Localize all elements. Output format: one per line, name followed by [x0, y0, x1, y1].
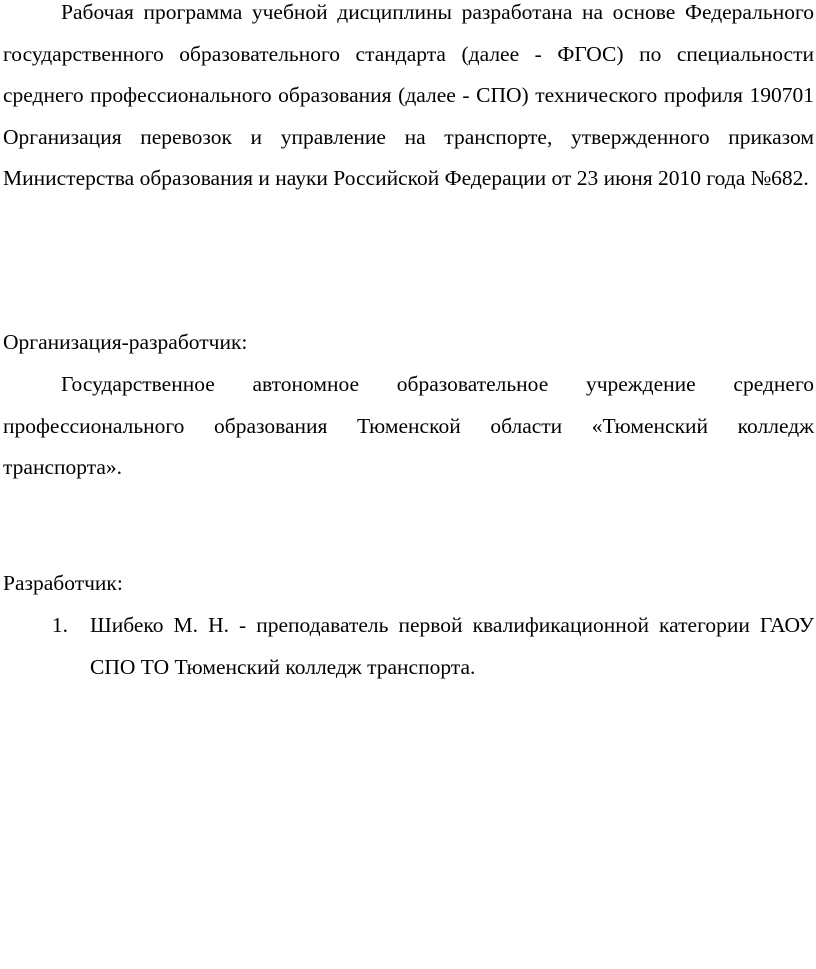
intro-paragraph: Рабочая программа учебной дисциплины разработана на основе Федерального государственного образовательного стандарта (далее - ФГОС) по специальности среднего профессионального образования (далее - СПО) технического профиля 190701 Организация перевозок и управление на транспорте, утвержденного приказом Министерства образования и науки Российской Федерации от 23 июня 2010 года №682.: [3, 0, 814, 191]
developer-label: Разработчик:: [3, 571, 123, 595]
organization-text: Государственное автономное образовательное учреждение среднего профессионального образования Тюменской области «Тюменский колледж транспорта».: [3, 372, 814, 480]
list-item: [0, 605, 814, 688]
list-item-text: Шибеко М. Н. - преподаватель первой квалификационной категории ГАОУ СПО ТО Тюменский колледж транспорта.: [90, 613, 814, 679]
organization-label: Организация-разработчик:: [3, 330, 248, 354]
developer-list: [0, 605, 814, 688]
list-item-number: 1.: [51, 613, 68, 637]
